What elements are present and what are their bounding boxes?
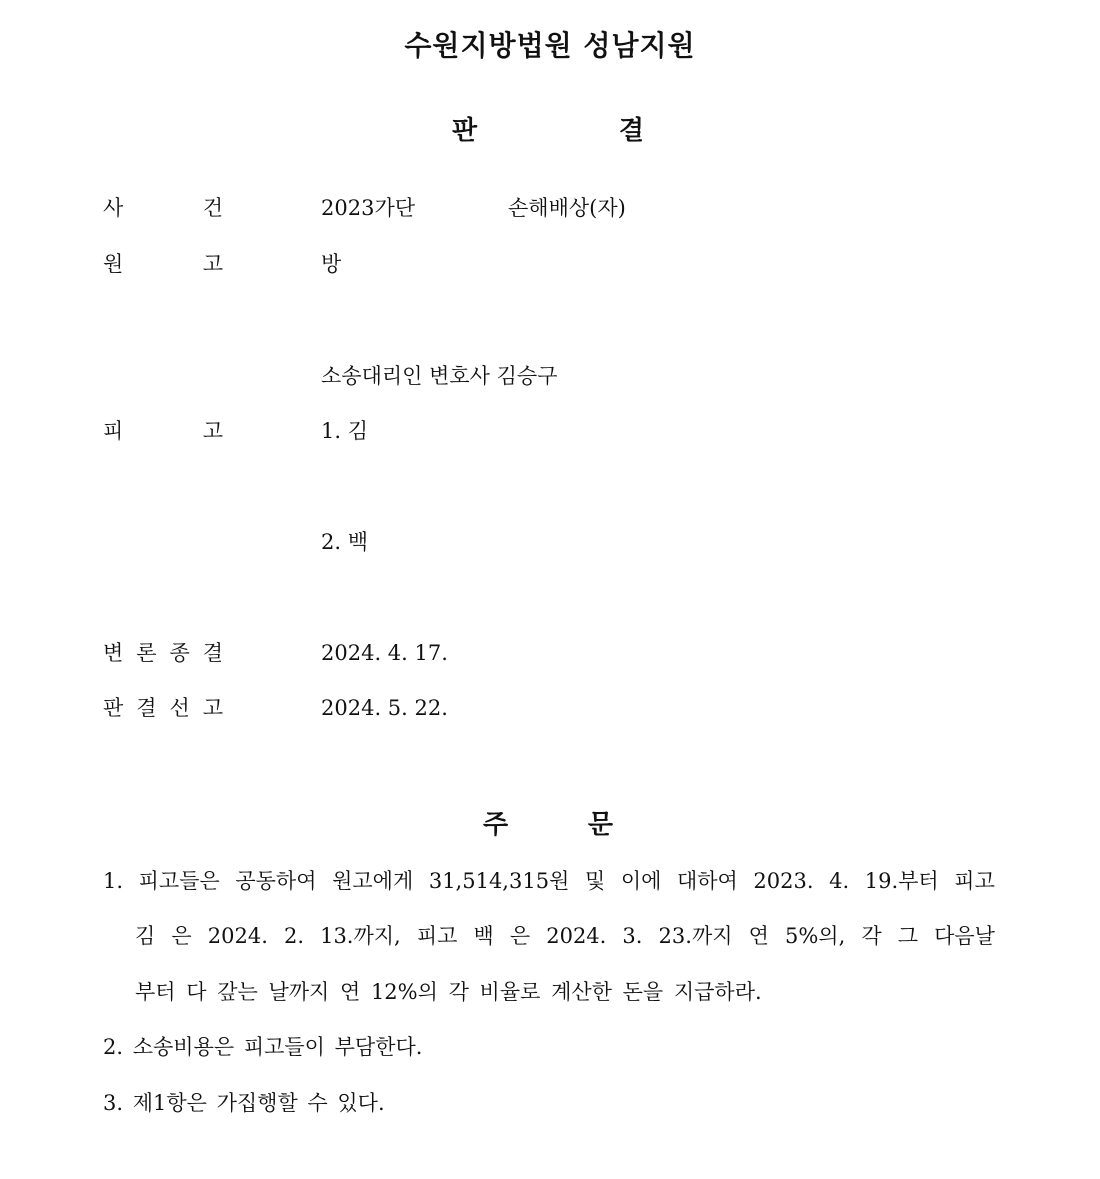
word: 5%의, [784,924,846,948]
order-title-char: 주 [483,810,509,840]
word: 김 [135,924,156,948]
label-char: 사 [103,196,124,220]
order-item-1-line-1 [103,866,995,896]
judgment-label [103,693,223,723]
case-number: 2023가단 [321,196,416,220]
word: 은 [509,924,531,948]
word: 13.까지, [320,924,401,948]
label-char: 판 [103,696,124,720]
word: 그 [897,924,919,948]
label-char: 종 [169,641,190,665]
word: 다음날 [934,924,995,948]
label-char: 고 [202,419,223,443]
defendant-1: 1. 김 [321,419,368,443]
label-char: 원 [103,252,124,276]
word: 피고 [954,869,995,893]
word: 연 [748,924,769,948]
word: 2. [283,924,304,948]
word: 피고들은 [138,869,220,893]
label-char: 변 [103,641,124,665]
defendant-2: 2. 백 [321,530,368,554]
document-title-char: 판 [452,116,478,146]
word: 원고에게 [332,869,414,893]
closing-date: 2024. 4. 17. [321,641,448,665]
judgment-date: 2024. 5. 22. [321,696,448,720]
document-title-char: 결 [618,116,644,146]
word: 각 [861,924,882,948]
case-label [103,193,223,223]
word: 19.부터 [864,869,939,893]
word: 공동하여 [235,869,317,893]
court-name: 수원지방법원 성남지원 [404,29,696,62]
word: 백 [473,924,494,948]
defendant-label [103,416,223,446]
word: 은 [171,924,192,948]
closing-label [103,638,223,668]
order-item-3: 3. 제1항은 가집행할 수 있다. [103,1091,385,1115]
word: 31,514,315원 [428,869,570,893]
order-item-2: 2. 소송비용은 피고들이 부담한다. [103,1035,423,1059]
word: 2023. [753,869,814,893]
label-char: 피 [103,419,124,443]
case-name: 손해배상(자) [508,196,626,220]
label-char: 건 [202,196,223,220]
order-item-1-line-3: 부터 다 갚는 날까지 연 12%의 각 비율로 계산한 돈을 지급하라. [135,980,762,1004]
label-char: 결 [136,696,157,720]
order-title-char: 문 [587,810,613,840]
label-char: 선 [169,696,190,720]
plaintiff-label [103,249,223,279]
label-char: 고 [202,252,223,276]
word: 3. [622,924,643,948]
plaintiff-counsel: 소송대리인 변호사 김승구 [321,364,558,388]
word: 4. [829,869,850,893]
plaintiff-name: 방 [321,252,342,276]
label-char: 론 [136,641,157,665]
word: 및 [584,869,606,893]
word: 2024. [207,924,268,948]
word: 1. [103,869,124,893]
word: 23.까지 [658,924,733,948]
label-char: 고 [202,696,223,720]
word: 이에 [620,869,662,893]
order-title [483,804,613,841]
label-char: 결 [202,641,223,665]
word: 대하여 [676,869,738,893]
word: 2024. [546,924,607,948]
document-title [452,110,644,147]
word: 피고 [416,924,458,948]
order-item-1-line-2 [135,921,995,951]
